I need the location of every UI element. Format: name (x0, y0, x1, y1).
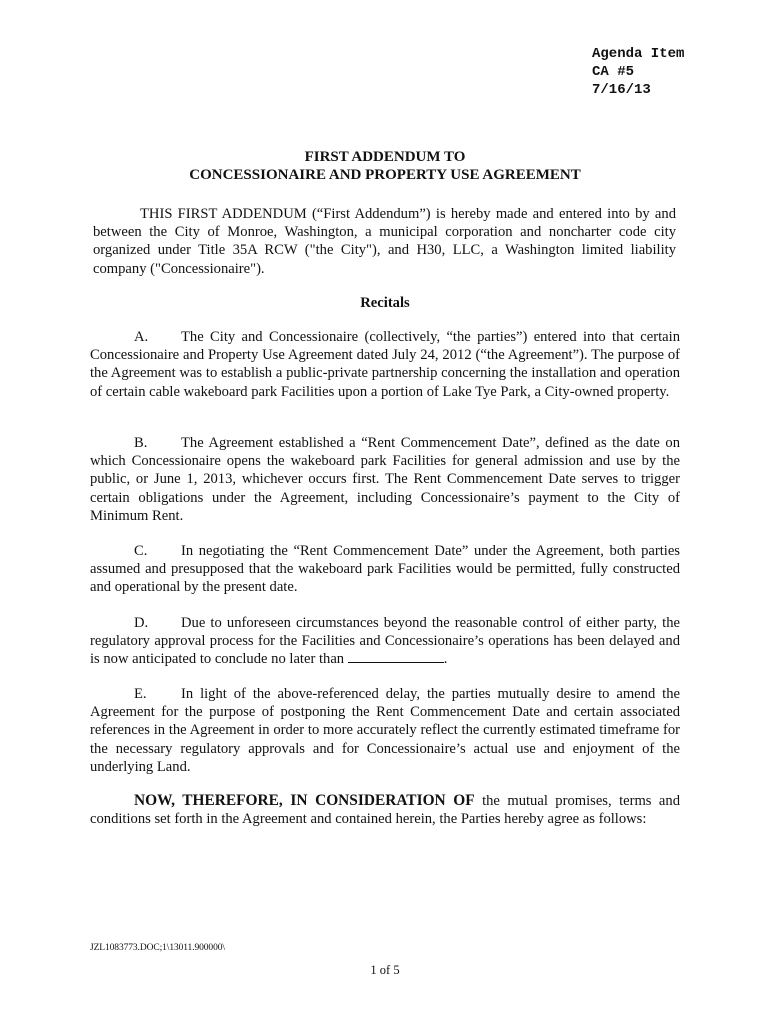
recital-e (90, 685, 680, 776)
now-therefore-heading: NOW, THEREFORE, IN CONSIDERATION OF (134, 792, 475, 809)
recital-b-label: B. (134, 435, 148, 451)
agenda-item-number: CA #5 (592, 64, 635, 80)
now-therefore-text: the mutual promises, terms and conditions set forth in the Agreement and contained herein, the Parties hereby agree as follows: (90, 793, 680, 828)
recitals-heading: Recitals (360, 295, 410, 311)
agenda-date: 7/16/13 (592, 82, 651, 98)
recital-c-text: In negotiating the “Rent Commencement Date” under the Agreement, both parties assumed and presupposed that the wakeboard park Facilities would be permitted, fully constructed and operational by the present date. (90, 543, 680, 596)
recital-b-text: The Agreement established a “Rent Commencement Date”, defined as the date on which Concessionaire opens the wakeboard park Facilities for general admission and use by the public, or June 1, 2013, whichever occurs first. The Rent Commencement Date serves to trigger certain obligations under the Agreement, including Concessionaire’s payment to the City of Minimum Rent. (90, 435, 680, 524)
now-therefore-paragraph (90, 792, 680, 828)
recital-c-label: C. (134, 543, 148, 559)
recital-a (90, 328, 680, 401)
agenda-item-label: Agenda Item (592, 46, 685, 62)
document-id: JZL1083773.DOC;1\13011.900000\ (90, 943, 225, 953)
recital-c (90, 542, 680, 597)
recital-e-text: In light of the above-referenced delay, the parties mutually desire to amend the Agreement for the purpose of postponing the Rent Commencement Date and certain associated references in the Agreement in order to more accurately reflect the currently estimated timeframe for the necessary regulatory approvals and for Concessionaire’s actual use and enjoyment of the underlying Land. (90, 686, 680, 775)
recital-d-text: Due to unforeseen circumstances beyond the reasonable control of either party, the regulatory approval process for the Facilities and Concessionaire’s operations has been delayed and is now anticipated to conclude no later than (90, 615, 680, 668)
recital-d-label: D. (134, 615, 149, 631)
recital-a-text: The City and Concessionaire (collectively, “the parties”) entered into that certain Concessionaire and Property Use Agreement dated July 24, 2012 (“the Agreement”). The purpose of the Agreement was to establish a public-private partnership concerning the installation and operation of certain cable wakeboard park Facilities upon a portion of Lake Tye Park, a City-owned property. (90, 329, 680, 400)
recital-d-end: . (443, 651, 448, 668)
page-number: 1 of 5 (370, 963, 400, 977)
date-blank-line (348, 650, 444, 663)
recital-a-label: A. (134, 329, 149, 345)
recital-d (90, 614, 680, 669)
document-title-line1: FIRST ADDENDUM TO (304, 149, 466, 165)
recital-b (90, 434, 680, 525)
recital-e-label: E. (134, 686, 147, 702)
document-title-line2: CONCESSIONAIRE AND PROPERTY USE AGREEMENT (189, 167, 581, 183)
intro-paragraph: THIS FIRST ADDENDUM (“First Addendum”) is hereby made and entered into by and between the City of Monroe, Washington, a municipal corporation and noncharter code city organized under Title 35A RCW ("the City"), and H30, LLC, a Washington limited liability company ("Concessionaire"). (93, 206, 676, 277)
agenda-stamp (592, 45, 684, 99)
